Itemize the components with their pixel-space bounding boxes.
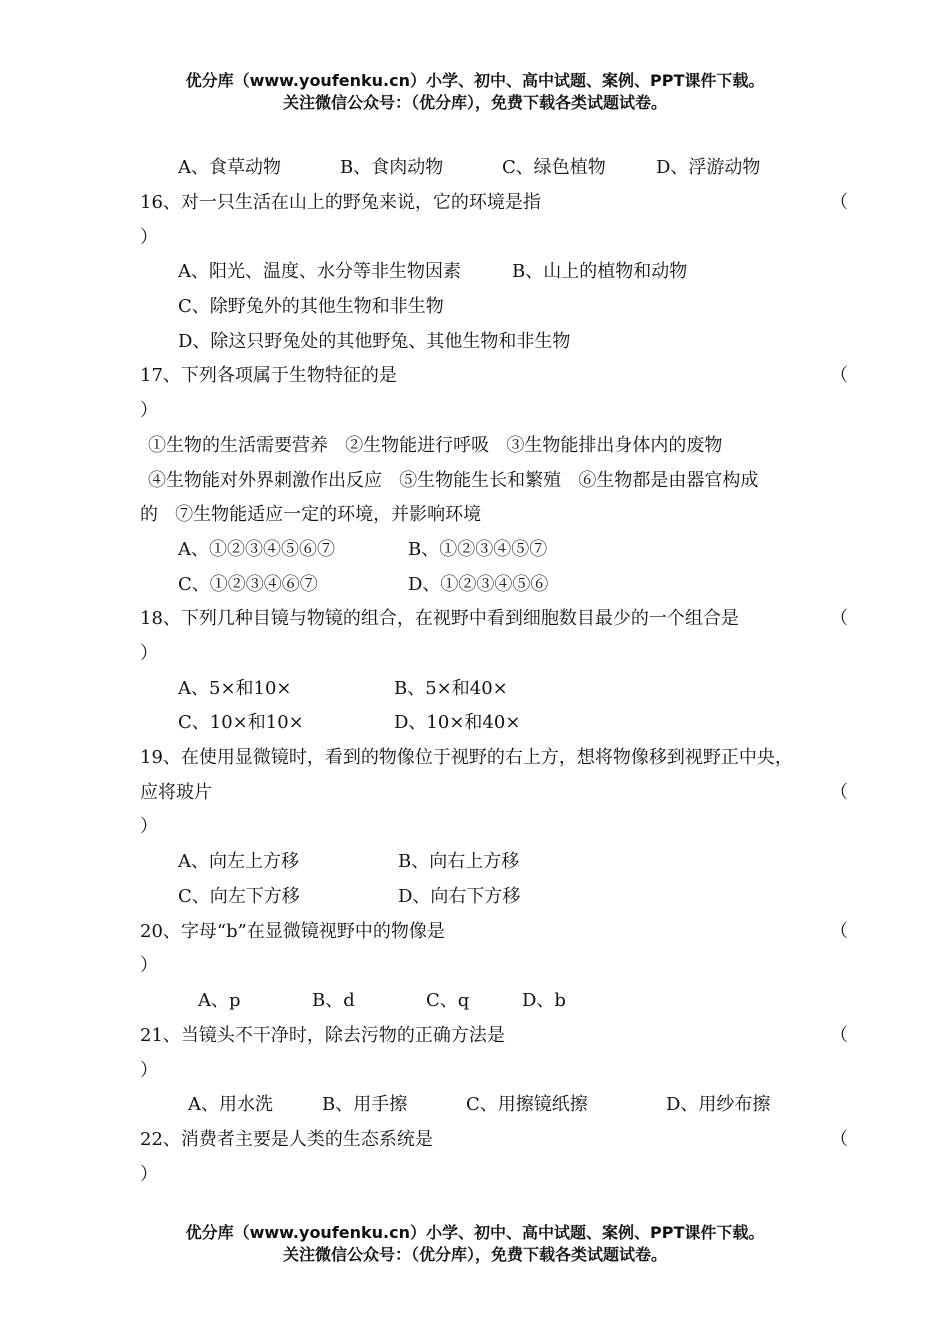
q21-stem: 21、当镜头不干净时，除去污物的正确方法是 [140, 1025, 505, 1046]
q19-open-paren: （ [830, 782, 848, 803]
q15-option-d: D、浮游动物 [656, 157, 761, 178]
header-line-2: 关注微信公众号：（优分库），免费下载各类试题试卷。 [282, 93, 667, 112]
q22-stem: 22、消费者主要是人类的生态系统是 [140, 1129, 433, 1150]
q18-open-paren: （ [830, 608, 848, 629]
q16-option-b: B、山上的植物和动物 [512, 261, 688, 282]
q21-close-paren: ） [140, 1060, 158, 1081]
q17-option-c: C、①②③④⑥⑦ [178, 574, 318, 595]
q17-items-line-3: 的 ⑦生物能适应一定的环境，并影响环境 [140, 504, 482, 525]
q19-stem: 19、在使用显微镜时，看到的物像位于视野的右上方，想将物像移到视野正中央， [140, 747, 793, 768]
header-line-1: 优分库（www.youfenku.cn）小学、初中、高中试题、案例、PPT课件下载。 [185, 71, 765, 90]
q19-option-c: C、向左下方移 [178, 886, 300, 907]
q18-option-d: D、10×和40× [394, 712, 521, 733]
page-header [0, 70, 950, 114]
q21-option-d: D、用纱布擦 [666, 1094, 771, 1115]
q21-open-paren: （ [830, 1025, 848, 1046]
q17-items-line-1: ①生物的生活需要营养 ②生物能进行呼吸 ③生物能排出身体内的废物 [148, 435, 723, 456]
q15-option-c: C、绿色植物 [502, 157, 606, 178]
q18-option-c: C、10×和10× [178, 712, 304, 733]
q20-option-d: D、b [522, 990, 566, 1011]
q15-option-b: B、食肉动物 [340, 157, 444, 178]
q20-option-c: C、q [426, 990, 470, 1011]
q16-open-paren: （ [830, 192, 848, 213]
q17-option-b: B、①②③④⑤⑦ [408, 539, 548, 560]
q17-open-paren: （ [830, 365, 848, 386]
q21-option-b: B、用手擦 [322, 1094, 408, 1115]
q17-stem: 17、下列各项属于生物特征的是 [140, 365, 397, 386]
q19-option-b: B、向右上方移 [398, 851, 520, 872]
q20-close-paren: ） [140, 955, 158, 976]
q18-stem: 18、下列几种目镜与物镜的组合，在视野中看到细胞数目最少的一个组合是 [140, 608, 739, 629]
q16-option-a: A、阳光、温度、水分等非生物因素 [178, 261, 461, 282]
q21-option-c: C、用擦镜纸擦 [466, 1094, 588, 1115]
q22-open-paren: （ [830, 1129, 848, 1150]
q16-stem: 16、对一只生活在山上的野兔来说，它的环境是指 [140, 192, 541, 213]
q18-option-b: B、5×和40× [394, 678, 508, 699]
q15-option-a: A、食草动物 [178, 157, 281, 178]
q19-option-d: D、向右下方移 [398, 886, 521, 907]
q22-close-paren: ） [140, 1164, 158, 1185]
q16-close-paren: ） [140, 227, 158, 248]
q17-items-line-2: ④生物能对外界刺激作出反应 ⑤生物能生长和繁殖 ⑥生物都是由器官构成 [148, 470, 759, 491]
q17-option-d: D、①②③④⑤⑥ [408, 574, 549, 595]
q19-stem-continued: 应将玻片 [140, 782, 212, 803]
page-footer [0, 1222, 950, 1266]
q21-option-a: A、用水洗 [188, 1094, 273, 1115]
q17-close-paren: ） [140, 400, 158, 421]
q16-option-d: D、除这只野兔处的其他野兔、其他生物和非生物 [178, 331, 571, 352]
footer-line-2: 关注微信公众号：（优分库），免费下载各类试题试卷。 [282, 1245, 667, 1264]
q20-stem: 20、字母“b”在显微镜视野中的物像是 [140, 921, 445, 942]
q19-option-a: A、向左上方移 [178, 851, 299, 872]
q19-close-paren: ） [140, 816, 158, 837]
footer-line-1: 优分库（www.youfenku.cn）小学、初中、高中试题、案例、PPT课件下载。 [185, 1223, 765, 1242]
q18-option-a: A、5×和10× [178, 678, 292, 699]
q16-option-c: C、除野兔外的其他生物和非生物 [178, 296, 444, 317]
q20-open-paren: （ [830, 921, 848, 942]
q20-option-b: B、d [312, 990, 355, 1011]
q17-option-a: A、①②③④⑤⑥⑦ [178, 539, 335, 560]
q18-close-paren: ） [140, 643, 158, 664]
q20-option-a: A、p [198, 990, 241, 1011]
